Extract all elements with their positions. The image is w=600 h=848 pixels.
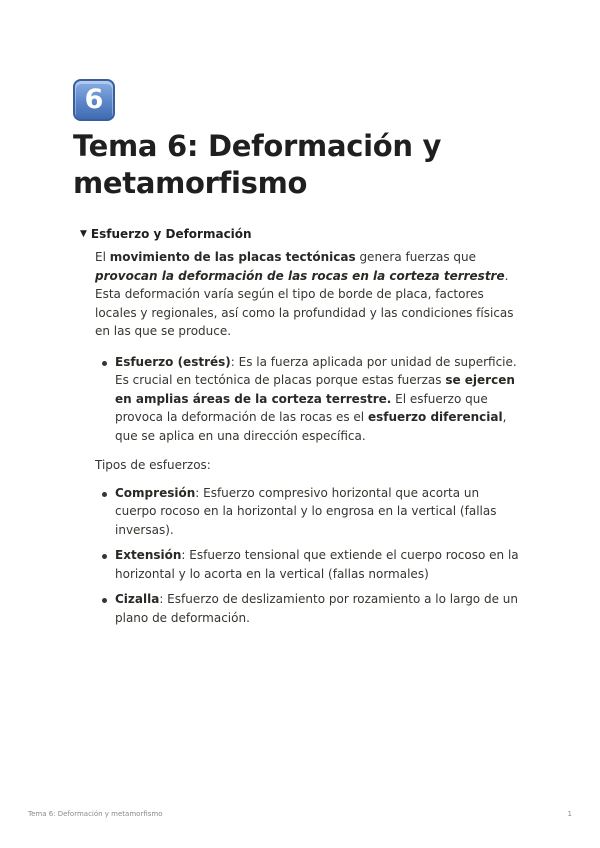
stress-bold-3: esfuerzo diferencial xyxy=(367,410,503,424)
footer-page-number: 1 xyxy=(567,810,572,818)
stress-text-1: : Es la fuerza aplicada por unidad de superficie. Es crucial en tectónica de placas porque estas fuerzas xyxy=(115,354,517,387)
toggle-header[interactable] xyxy=(80,226,520,243)
toggle-label: Esfuerzo y Deformación xyxy=(90,227,252,241)
intro-bold-1: movimiento de las placas tectónicas xyxy=(109,250,356,264)
keycap-six-icon: 6 xyxy=(73,79,115,121)
intro-text-1: El xyxy=(95,250,110,264)
stress-bold-2: se ejercen en amplias áreas de la corteza terrestre. xyxy=(115,373,515,406)
intro-text-2: genera fuerzas que xyxy=(355,250,476,264)
intro-bold-italic-1: provocan la deformación de las rocas en la corteza terrestre xyxy=(95,268,505,283)
list-item-shear xyxy=(95,590,520,627)
stress-text-3: , que se aplica en una dirección específica. xyxy=(115,410,507,443)
bullet-dot xyxy=(102,361,107,366)
type-name: Extensión xyxy=(115,548,182,562)
bullet-dot xyxy=(102,598,107,603)
page-title: Tema 6: Deformación y metamorfismo xyxy=(73,129,442,200)
intro-paragraph xyxy=(95,248,520,341)
type-name: Cizalla xyxy=(115,592,160,606)
list-item-stress xyxy=(95,353,520,446)
toggle-arrow-icon[interactable]: ▼ xyxy=(80,229,87,239)
stress-list xyxy=(95,353,520,446)
stress-text-2: El esfuerzo que provoca la deformación de las rocas es el xyxy=(115,391,488,424)
type-desc: : Esfuerzo tensional que extiende el cuerpo rocoso en la horizontal y lo acorta en la vertical (fallas normales) xyxy=(115,548,519,581)
footer-title: Tema 6: Deformación y metamorfismo xyxy=(28,810,163,818)
type-desc: : Esfuerzo de deslizamiento por rozamiento a lo largo de un plano de deformación. xyxy=(115,592,518,625)
types-label: Tipos de esfuerzos: xyxy=(95,458,211,472)
list-item-compression xyxy=(95,484,520,540)
bullet-dot xyxy=(102,492,107,497)
bullet-dot xyxy=(102,554,107,559)
toggle-content xyxy=(95,248,520,634)
stress-term: Esfuerzo (estrés) xyxy=(115,354,231,369)
type-desc: : Esfuerzo compresivo horizontal que acorta un cuerpo rocoso en la horizontal y lo engrosa en la vertical (fallas inversas). xyxy=(115,485,497,537)
toggle-block xyxy=(80,226,520,625)
types-list xyxy=(95,484,520,628)
type-name: Compresión xyxy=(115,485,196,500)
intro-text-3: . Esta deformación varía según el tipo de borde de placa, factores locales y regionales, así como la profundidad y las condiciones físicas en las que se produce. xyxy=(95,268,514,338)
list-item-extension xyxy=(95,546,520,583)
